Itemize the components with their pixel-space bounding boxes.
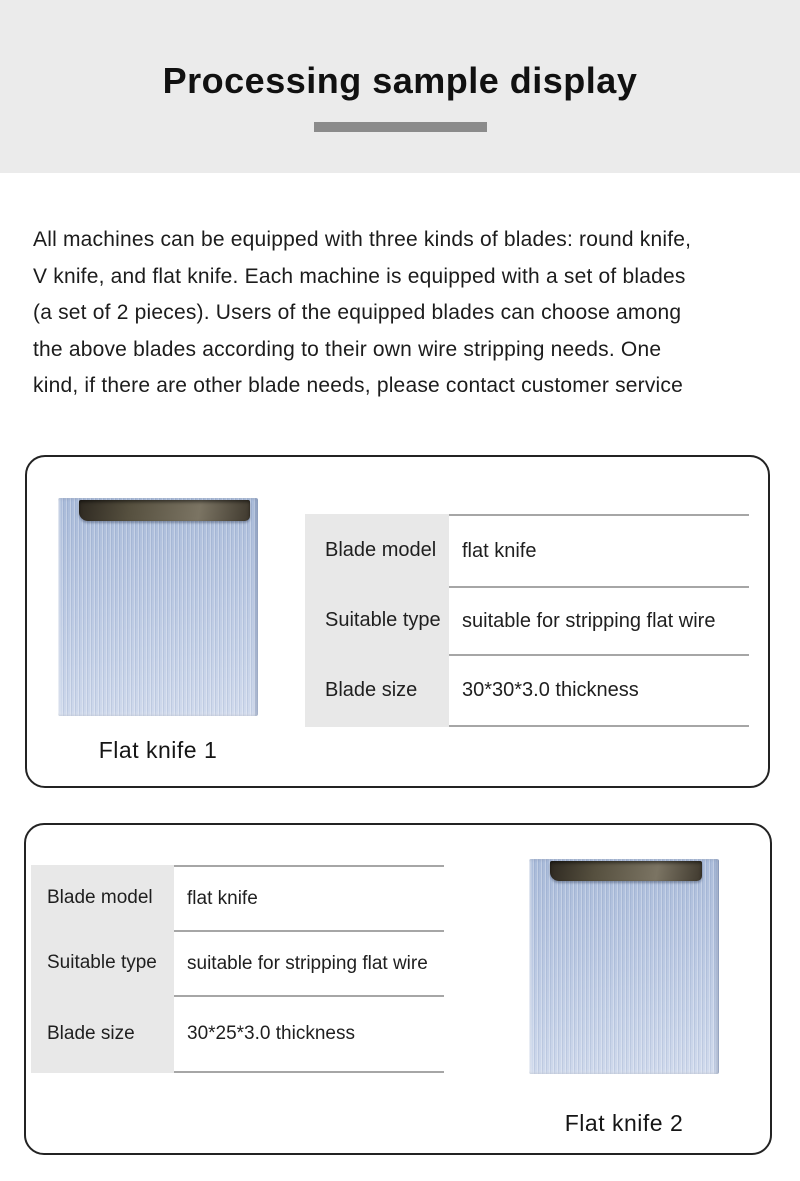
intro-line: the above blades according to their own wire stripping needs. One	[33, 337, 662, 361]
spec-table-flat-knife-1	[305, 514, 749, 727]
spec-label: Suitable type	[305, 586, 449, 654]
intro-line: (a set of 2 pieces). Users of the equipped blades can choose among	[33, 301, 682, 324]
intro-line: V knife, and flat knife. Each machine is equipped with a set of blades	[33, 264, 686, 288]
spec-value: suitable for stripping flat wire	[174, 930, 444, 995]
intro-line: All machines can be equipped with three kinds of blades: round knife,	[33, 228, 692, 251]
flat-knife-1-photo	[58, 498, 258, 716]
spec-label: Suitable type	[31, 930, 174, 995]
blade-top-slot	[79, 500, 250, 521]
table-row	[305, 586, 749, 654]
blade-card-flat-knife-2	[24, 823, 772, 1155]
page-title: Processing sample display	[162, 60, 638, 101]
blade-card-flat-knife-1	[25, 455, 770, 788]
table-row	[305, 514, 749, 586]
blade-caption: Flat knife 1	[98, 737, 218, 763]
spec-value: flat knife	[174, 865, 444, 930]
intro-line: kind, if there are other blade needs, please contact customer service	[33, 374, 683, 397]
spec-label: Blade size	[31, 995, 174, 1073]
spec-value: 30*30*3.0 thickness	[449, 654, 749, 727]
spec-label: Blade model	[305, 514, 449, 586]
spec-value: suitable for stripping flat wire	[449, 586, 749, 654]
title-underline-bar	[314, 122, 487, 132]
spec-label: Blade model	[31, 865, 174, 930]
table-row	[31, 930, 444, 995]
spec-table-flat-knife-2	[31, 865, 444, 1073]
table-row	[31, 995, 444, 1073]
spec-value: 30*25*3.0 thickness	[174, 995, 444, 1073]
blade-caption: Flat knife 2	[564, 1110, 684, 1136]
flat-knife-2-photo	[529, 859, 719, 1074]
intro-paragraph	[33, 222, 778, 405]
spec-value: flat knife	[449, 514, 749, 586]
table-row	[31, 865, 444, 930]
blade-top-slot	[550, 861, 702, 881]
spec-label: Blade size	[305, 654, 449, 727]
table-row	[305, 654, 749, 727]
header-band	[0, 0, 800, 173]
